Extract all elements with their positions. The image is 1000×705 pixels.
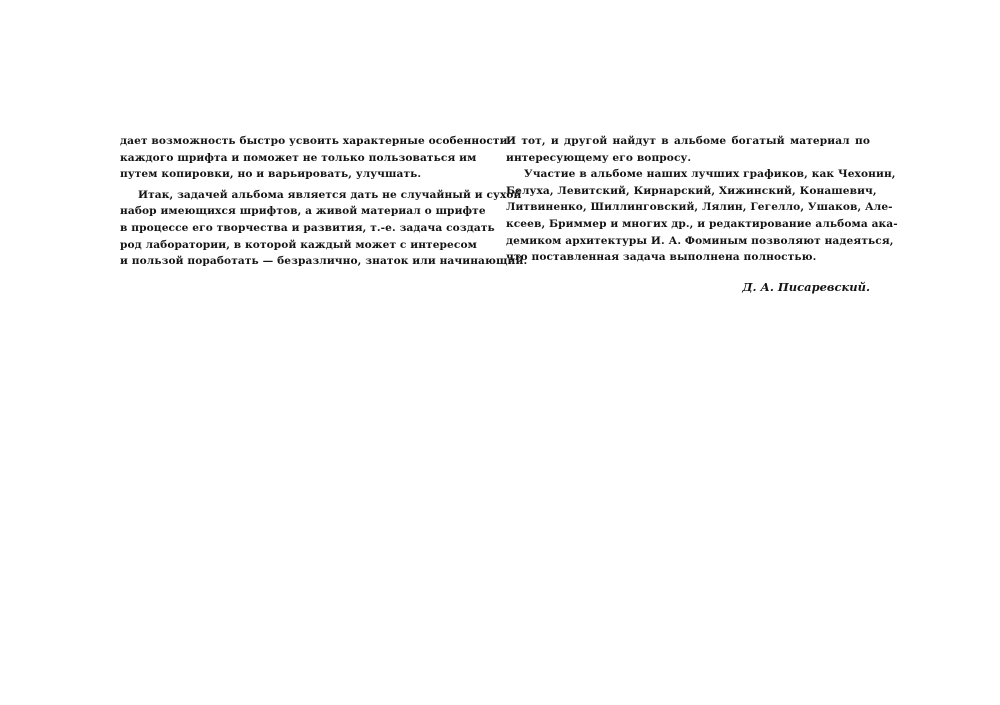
text-line: каждого шрифта и поможет не только пользоваться им	[120, 151, 477, 164]
left-text-column	[120, 133, 528, 270]
text-line: ксеев, Бриммер и многих др., и редактирование альбома ака-	[506, 217, 898, 230]
text-line: набор имеющихся шрифтов, а живой материал о шрифте	[120, 205, 486, 218]
text-line: и пользой поработать — безразлично, знаток или начинающий.	[120, 255, 528, 268]
text-line: род лаборатории, в которой каждый может с интересом	[120, 238, 477, 251]
text-line: путем копировки, но и варьировать, улучшать.	[120, 168, 422, 181]
text-line: И тот, и другой найдут в альбоме богатый материал по	[506, 135, 870, 147]
right-text-column	[506, 133, 898, 266]
text-line: дает возможность быстро усвоить характерные особенности	[120, 135, 508, 147]
text-line: Белуха, Левитский, Кирнарский, Хижинский, Конашевич,	[506, 184, 877, 197]
text-line: Итак, задачей альбома является дать не случайный и сухой	[138, 188, 522, 201]
text-line: интересующему его вопросу.	[506, 151, 692, 164]
text-line: Литвиненко, Шиллинговский, Лялин, Гегелло, Ушаков, Але-	[506, 201, 893, 214]
text-line: Участие в альбоме наших лучших графиков, как Чехонин,	[524, 168, 896, 181]
text-line: в процессе его творчества и развития, т.-е. задача создать	[120, 221, 495, 234]
text-line: что поставленная задача выполнена полностью.	[506, 251, 817, 264]
author-signature: Д. А. Писаревский.	[742, 280, 870, 294]
text-line: демиком архитектуры И. А. Фоминым позволяют надеяться,	[506, 234, 894, 247]
